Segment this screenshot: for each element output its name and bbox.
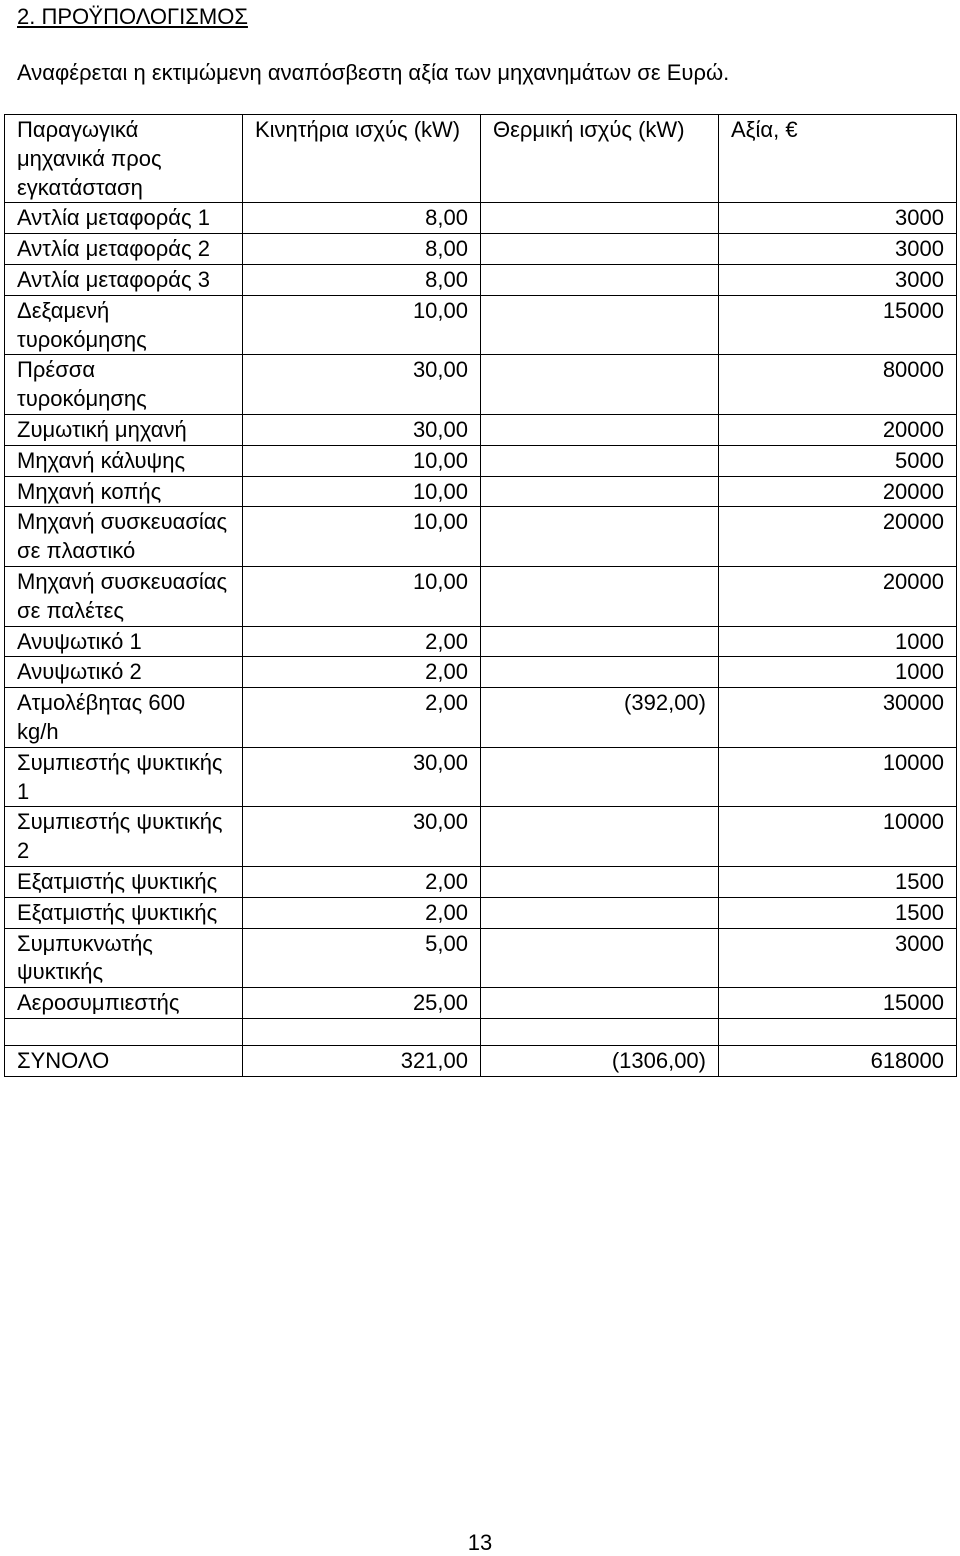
- cell-value: 80000: [719, 355, 957, 415]
- cell-value: 15000: [719, 988, 957, 1019]
- table-row: [5, 295, 957, 355]
- cell-motor-power: 5,00: [243, 928, 481, 988]
- total-motor-power: 321,00: [243, 1045, 481, 1076]
- table-row: [5, 866, 957, 897]
- cell-thermal-power: [481, 295, 719, 355]
- cell-value: 5000: [719, 445, 957, 476]
- table-row: [5, 203, 957, 234]
- cell-value: 1500: [719, 866, 957, 897]
- table-spacer-row: [5, 1018, 957, 1045]
- cell-equipment-name: Ατμολέβητας 600 kg/h: [5, 688, 243, 748]
- section-heading: 2. ΠΡΟΫΠΟΛΟΓΙΣΜΟΣ: [17, 4, 248, 29]
- cell-value: 1000: [719, 626, 957, 657]
- cell-motor-power: 30,00: [243, 747, 481, 807]
- table-row: [5, 626, 957, 657]
- table-row: [5, 807, 957, 867]
- cell-motor-power: 10,00: [243, 476, 481, 507]
- cell-value: 3000: [719, 928, 957, 988]
- cell-value: 30000: [719, 688, 957, 748]
- table-row: [5, 476, 957, 507]
- cell-motor-power: 10,00: [243, 566, 481, 626]
- table-row: [5, 988, 957, 1019]
- cell-equipment-name: Αντλία μεταφοράς 2: [5, 234, 243, 265]
- cell-value: 1000: [719, 657, 957, 688]
- cell-equipment-name: Ανυψωτικό 2: [5, 657, 243, 688]
- cell-equipment-name: Ζυμωτική μηχανή: [5, 414, 243, 445]
- cell-value: 20000: [719, 566, 957, 626]
- cell-thermal-power: [481, 928, 719, 988]
- cell-equipment-name: Ανυψωτικό 1: [5, 626, 243, 657]
- table-row: [5, 928, 957, 988]
- cell-value: 20000: [719, 476, 957, 507]
- table-header-row: [5, 115, 957, 203]
- cell-equipment-name: Συμπιεστής ψυκτικής 2: [5, 807, 243, 867]
- cell-motor-power: 2,00: [243, 626, 481, 657]
- cell-thermal-power: [481, 988, 719, 1019]
- cell-motor-power: 2,00: [243, 897, 481, 928]
- cell-thermal-power: [481, 747, 719, 807]
- cell-motor-power: 10,00: [243, 507, 481, 567]
- cell-value: 20000: [719, 507, 957, 567]
- spacer-cell: [5, 1018, 243, 1045]
- spacer-cell: [719, 1018, 957, 1045]
- intro-paragraph: Αναφέρεται η εκτιμώμενη αναπόσβεστη αξία των μηχανημάτων σε Ευρώ.: [17, 60, 730, 85]
- cell-motor-power: 8,00: [243, 203, 481, 234]
- cell-equipment-name: Δεξαμενή τυροκόμησης: [5, 295, 243, 355]
- table-row: [5, 688, 957, 748]
- spacer-cell: [481, 1018, 719, 1045]
- cell-thermal-power: [481, 445, 719, 476]
- cell-thermal-power: [481, 897, 719, 928]
- cell-equipment-name: Εξατμιστής ψυκτικής: [5, 866, 243, 897]
- header-equipment: Παραγωγικά μηχανικά προς εγκατάσταση: [5, 115, 243, 203]
- cell-value: 3000: [719, 234, 957, 265]
- cell-motor-power: 30,00: [243, 807, 481, 867]
- cell-thermal-power: [481, 264, 719, 295]
- cell-motor-power: 2,00: [243, 657, 481, 688]
- cell-thermal-power: [481, 657, 719, 688]
- table-body: [5, 115, 957, 1077]
- table-total-row: [5, 1045, 957, 1076]
- table-row: [5, 234, 957, 265]
- cell-thermal-power: [481, 414, 719, 445]
- cell-equipment-name: Μηχανή κοπής: [5, 476, 243, 507]
- cell-thermal-power: [481, 507, 719, 567]
- cell-thermal-power: [481, 476, 719, 507]
- cell-equipment-name: Μηχανή κάλυψης: [5, 445, 243, 476]
- cell-equipment-name: Μηχανή συσκευασίας σε παλέτες: [5, 566, 243, 626]
- cell-equipment-name: Πρέσσα τυροκόμησης: [5, 355, 243, 415]
- table-row: [5, 355, 957, 415]
- cell-motor-power: 2,00: [243, 866, 481, 897]
- cell-thermal-power: [481, 566, 719, 626]
- cell-thermal-power: [481, 234, 719, 265]
- header-value: Αξία, €: [719, 115, 957, 203]
- cell-motor-power: 8,00: [243, 234, 481, 265]
- cell-thermal-power: [481, 807, 719, 867]
- cell-motor-power: 10,00: [243, 295, 481, 355]
- cell-motor-power: 30,00: [243, 355, 481, 415]
- header-motor-power: Κινητήρια ισχύς (kW): [243, 115, 481, 203]
- cell-value: 3000: [719, 203, 957, 234]
- table-row: [5, 657, 957, 688]
- cell-value: 10000: [719, 807, 957, 867]
- cell-equipment-name: Αντλία μεταφοράς 1: [5, 203, 243, 234]
- spacer-cell: [243, 1018, 481, 1045]
- cell-value: 1500: [719, 897, 957, 928]
- total-thermal-power: (1306,00): [481, 1045, 719, 1076]
- cell-motor-power: 2,00: [243, 688, 481, 748]
- cell-thermal-power: (392,00): [481, 688, 719, 748]
- equipment-budget-table: [4, 114, 957, 1077]
- table-row: [5, 747, 957, 807]
- cell-equipment-name: Συμπυκνωτής ψυκτικής: [5, 928, 243, 988]
- cell-motor-power: 8,00: [243, 264, 481, 295]
- table-row: [5, 507, 957, 567]
- cell-equipment-name: Εξατμιστής ψυκτικής: [5, 897, 243, 928]
- cell-value: 15000: [719, 295, 957, 355]
- cell-thermal-power: [481, 203, 719, 234]
- page-number: 13: [467, 1530, 493, 1555]
- table-row: [5, 897, 957, 928]
- cell-thermal-power: [481, 866, 719, 897]
- cell-equipment-name: Μηχανή συσκευασίας σε πλαστικό: [5, 507, 243, 567]
- cell-motor-power: 30,00: [243, 414, 481, 445]
- header-thermal-power: Θερμική ισχύς (kW): [481, 115, 719, 203]
- cell-value: 3000: [719, 264, 957, 295]
- table-row: [5, 264, 957, 295]
- cell-thermal-power: [481, 626, 719, 657]
- cell-motor-power: 25,00: [243, 988, 481, 1019]
- table-row: [5, 445, 957, 476]
- cell-equipment-name: Συμπιεστής ψυκτικής 1: [5, 747, 243, 807]
- total-label: ΣΥΝΟΛΟ: [5, 1045, 243, 1076]
- total-value: 618000: [719, 1045, 957, 1076]
- cell-thermal-power: [481, 355, 719, 415]
- cell-motor-power: 10,00: [243, 445, 481, 476]
- cell-equipment-name: Αντλία μεταφοράς 3: [5, 264, 243, 295]
- table-row: [5, 566, 957, 626]
- cell-equipment-name: Αεροσυμπιεστής: [5, 988, 243, 1019]
- table-row: [5, 414, 957, 445]
- cell-value: 10000: [719, 747, 957, 807]
- cell-value: 20000: [719, 414, 957, 445]
